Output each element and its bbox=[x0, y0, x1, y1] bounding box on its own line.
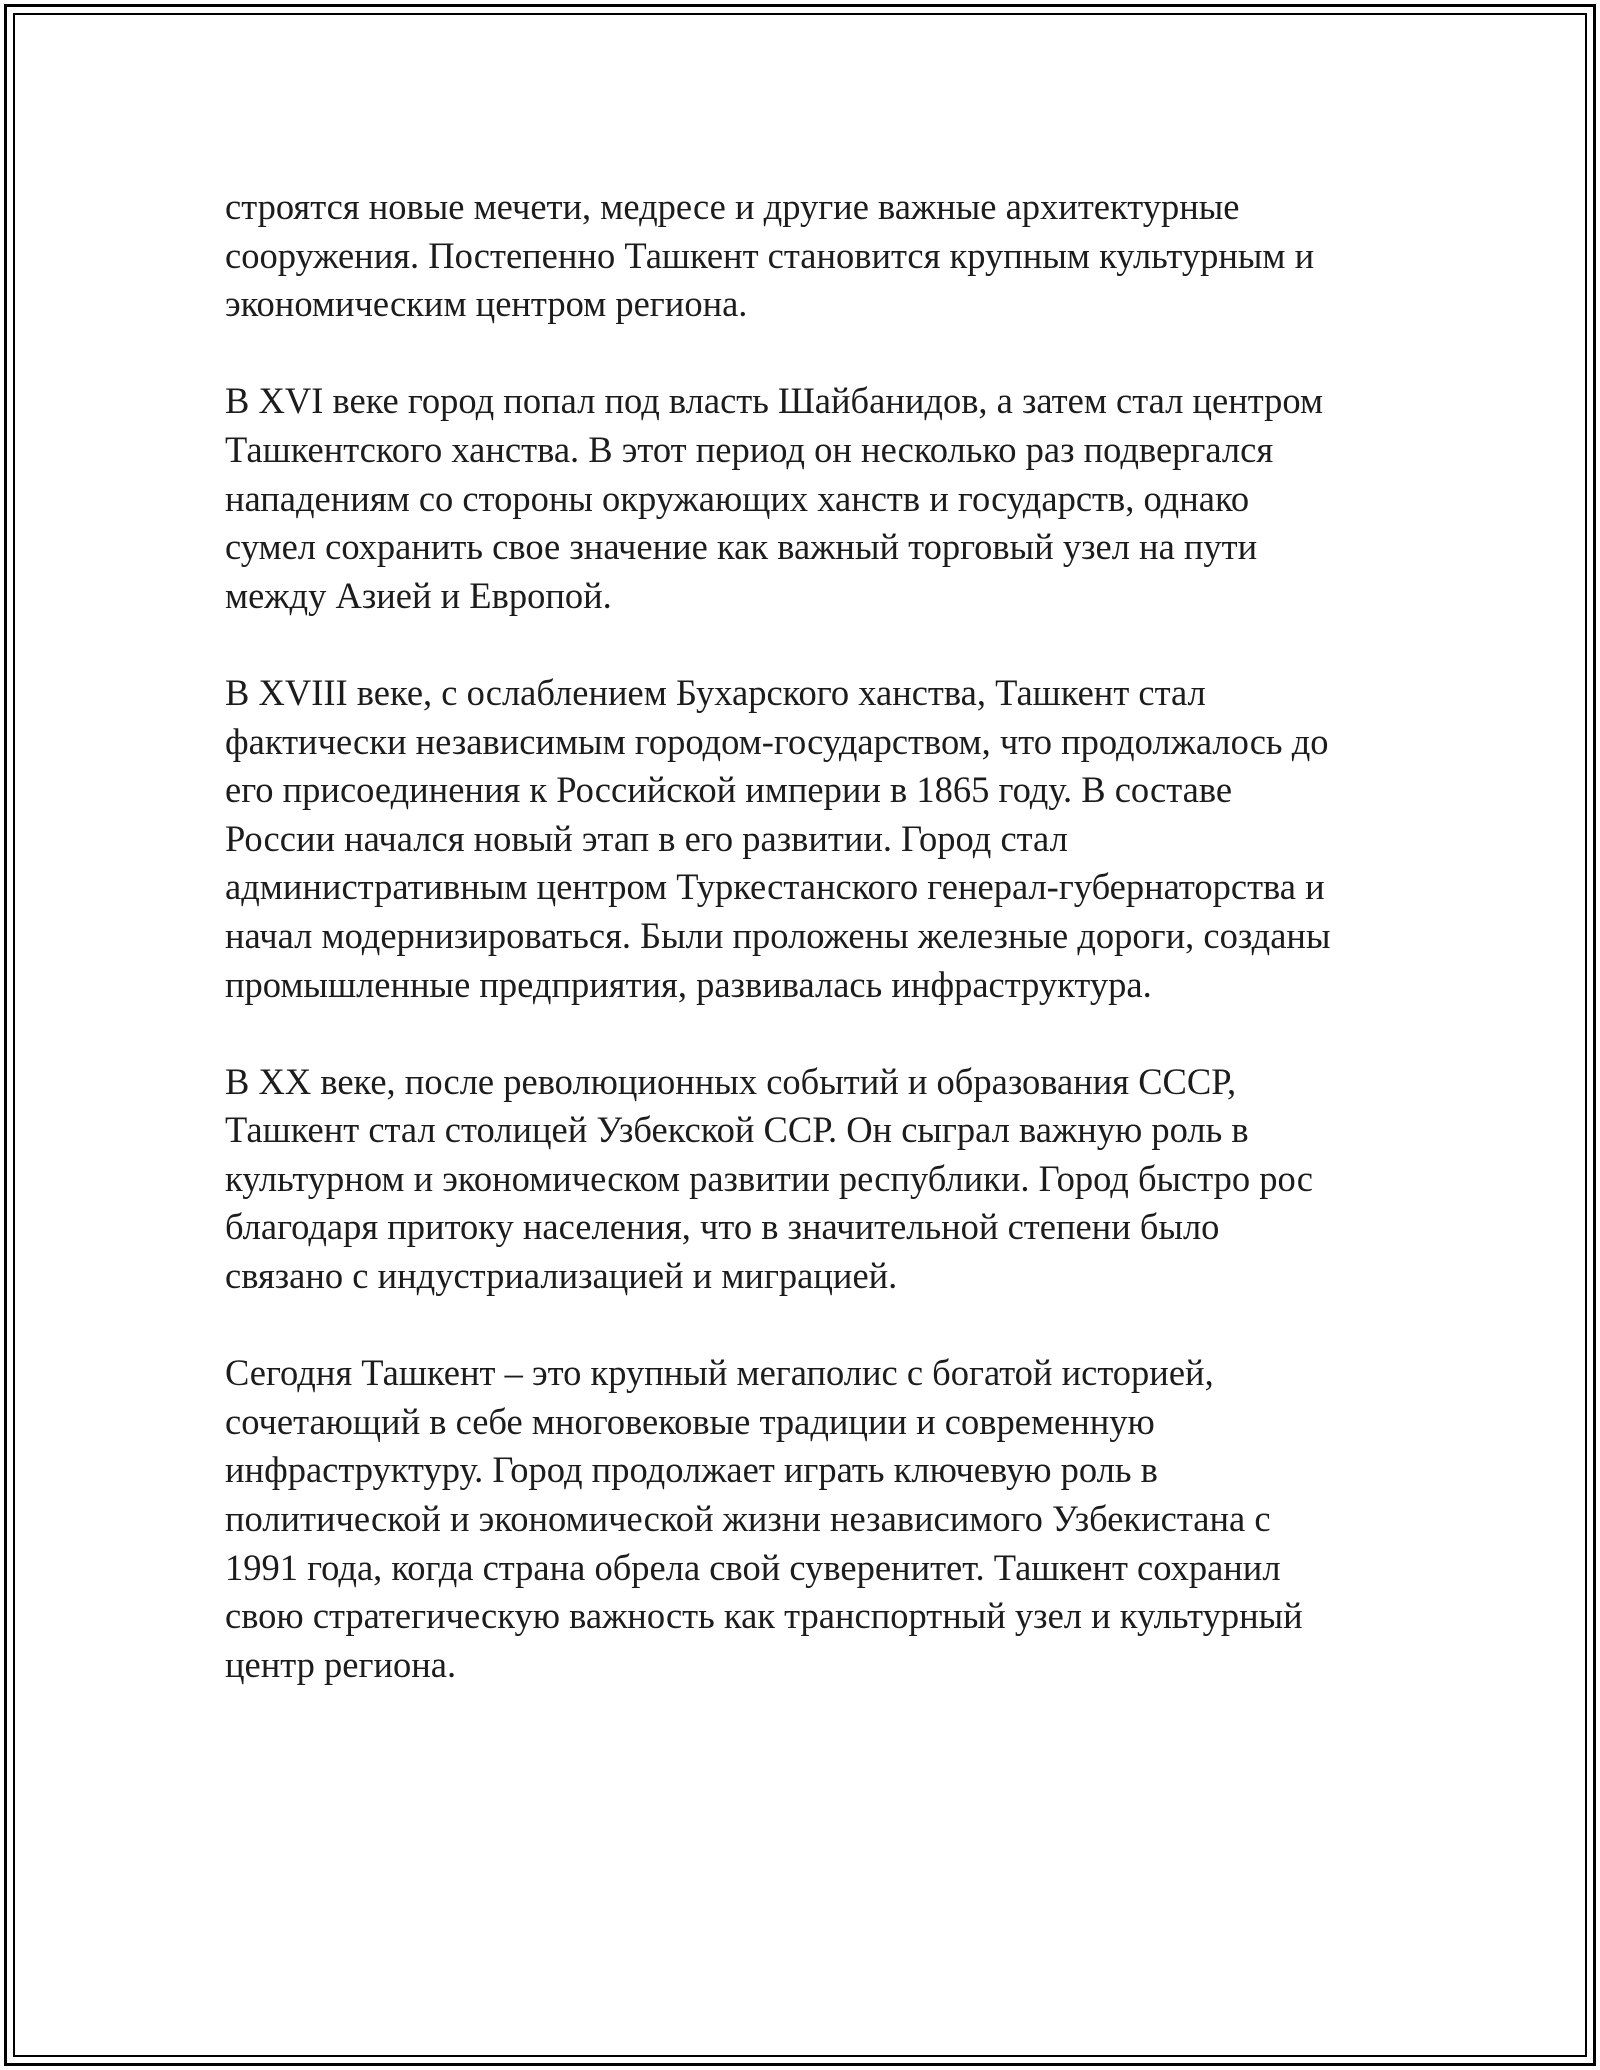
text-line: благодаря притоку населения, что в значительной степени было bbox=[225, 1206, 1220, 1248]
paragraph-4 bbox=[225, 1058, 1375, 1301]
text-line: сооружения. Постепенно Ташкент становится крупным культурным и bbox=[225, 234, 1315, 276]
paragraph-1 bbox=[225, 183, 1375, 329]
paragraph-2 bbox=[225, 377, 1375, 620]
text-line: сумел сохранить свое значение как важный торговый узел на пути bbox=[225, 526, 1258, 568]
text-line: В XX веке, после революционных событий и образования СССР, bbox=[225, 1060, 1237, 1102]
text-line: связано с индустриализацией и миграцией. bbox=[225, 1255, 898, 1297]
text-line: Ташкент стал столицей Узбекской ССР. Он сыграл важную роль в bbox=[225, 1109, 1249, 1151]
text-line: 1991 года, когда страна обрела свой суверенитет. Ташкент сохранил bbox=[225, 1546, 1281, 1588]
document-body bbox=[225, 183, 1375, 1738]
text-line: политической и экономической жизни независимого Узбекистана с bbox=[225, 1498, 1271, 1540]
text-line: начал модернизироваться. Были проложены железные дороги, созданы bbox=[225, 914, 1331, 956]
text-line: России начался новый этап в его развитии. Город стал bbox=[225, 817, 1068, 859]
text-line: экономическим центром региона. bbox=[225, 283, 748, 325]
text-line: между Азией и Европой. bbox=[225, 574, 612, 616]
text-line: сочетающий в себе многовековые традиции и современную bbox=[225, 1400, 1155, 1442]
text-line: фактически независимым городом-государством, что продолжалось до bbox=[225, 720, 1329, 762]
text-line: его присоединения к Российской империи в 1865 году. В составе bbox=[225, 769, 1233, 811]
text-line: В XVI веке город попал под власть Шайбанидов, а затем стал центром bbox=[225, 380, 1324, 422]
text-line: Сегодня Ташкент – это крупный мегаполис с богатой историей, bbox=[225, 1352, 1214, 1394]
text-line: центр региона. bbox=[225, 1643, 457, 1685]
text-line: культурном и экономическом развитии республики. Город быстро рос bbox=[225, 1157, 1313, 1199]
paragraph-3 bbox=[225, 669, 1375, 1009]
text-line: инфраструктуру. Город продолжает играть ключевую роль в bbox=[225, 1449, 1158, 1491]
text-line: промышленные предприятия, развивалась инфраструктура. bbox=[225, 963, 1152, 1005]
text-line: В XVIII веке, с ослаблением Бухарского ханства, Ташкент стал bbox=[225, 671, 1206, 713]
text-line: нападениям со стороны окружающих ханств и государств, однако bbox=[225, 477, 1250, 519]
paragraph-5 bbox=[225, 1349, 1375, 1689]
text-line: административным центром Туркестанского генерал-губернаторства и bbox=[225, 866, 1325, 908]
text-line: строятся новые мечети, медресе и другие важные архитектурные bbox=[225, 186, 1240, 227]
text-line: свою стратегическую важность как транспортный узел и культурный bbox=[225, 1595, 1303, 1637]
text-line: Ташкентского ханства. В этот период он несколько раз подвергался bbox=[225, 428, 1274, 470]
